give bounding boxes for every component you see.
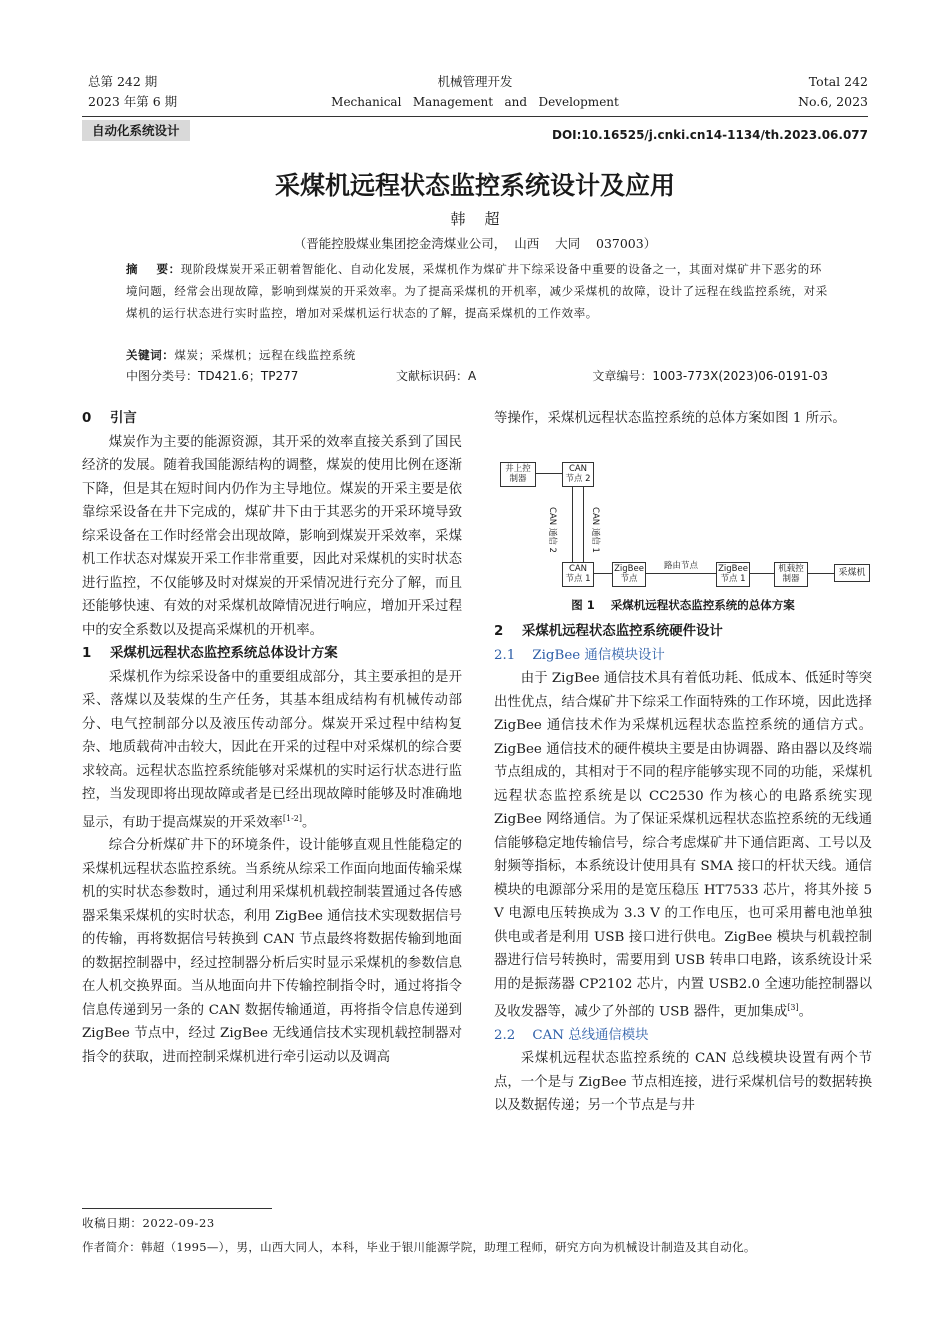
abstract-text: 现阶段煤炭开采正朝着智能化、自动化发展，采煤机作为煤矿井下综采设备中重要的设备之一，其面对煤矿井下恶劣的环境问题，经常会出现故障，影响到煤炭的开采效率。为了提高采煤机的开机率，减少采煤机的故障，设计了远程在线监控系统，对采煤机的运行状态进行实时监控，增加对采煤机运行状态的了解，提高采煤机的工作效率。	[126, 262, 828, 320]
header-rule	[82, 116, 868, 117]
journal-number-en: No.6, 2023	[798, 94, 868, 109]
figure-1-caption: 图 1 采煤机远程状态监控系统的总体方案	[571, 598, 795, 612]
citation-3[interactable]: [3]	[787, 1003, 799, 1012]
can-node-1-box: CAN 节点 1	[562, 562, 594, 587]
right-column-top	[494, 407, 872, 431]
keywords-label: 关键词：	[126, 348, 175, 362]
section-1-p1-text: 采煤机作为综采设备中的重要组成部分，其主要承担的是开采、落煤以及装煤的生产任务，其基本组成结构有机械传动部分、电气控制部分以及液压传动部分。煤炭开采过程中结构复杂、地质载荷冲击较大，因此在开采的过程中对采煤机的综合要求较高。远程状态监控系统能够对采煤机的实时运行状态进行监控，当发现即将出现故障或者是已经出现故障时能够及时准确地显示，有助于提高煤炭的开采效率	[82, 669, 462, 830]
arrow-zigbee1-to-controller	[750, 573, 774, 574]
arrow-can1-to-zigbee	[594, 573, 612, 574]
footnote-rule	[82, 1208, 272, 1209]
journal-issue-total: 总第 242 期	[88, 74, 158, 89]
section-1-paragraph-2-continued: 等操作，采煤机远程状态监控系统的总体方案如图 1 所示。	[494, 411, 846, 426]
section-tag: 自动化系统设计	[82, 120, 190, 141]
arrow-router-link	[646, 573, 716, 574]
section-2-1-paragraph	[494, 667, 872, 1024]
arrow-ground-to-can2	[536, 473, 562, 474]
can-node-2-box: CAN 节点 2	[562, 462, 594, 487]
document-code: 文献标识码：A	[396, 369, 477, 383]
arrow-controller-to-shearer	[808, 573, 834, 574]
section-2-2-heading: 2.2 CAN 总线通信模块	[494, 1027, 649, 1043]
journal-issue-year: 2023 年第 6 期	[88, 94, 178, 109]
zigbee-node-1-box: ZigBee 节点 1	[716, 562, 750, 587]
affiliation: （晋能控股煤业集团挖金湾煤业公司， 山西 大同 037003）	[293, 236, 657, 251]
journal-total-en: Total 242	[808, 74, 868, 89]
onboard-controller-box: 机载控 制器	[774, 562, 808, 587]
section-1-paragraph-1	[82, 666, 462, 835]
keywords	[126, 344, 832, 366]
citation-1-2[interactable]: [1-2]	[282, 813, 302, 823]
section-0-heading: 0 引言	[82, 411, 137, 426]
article-number: 文章编号：1003-773X(2023)06-0191-03	[592, 369, 828, 383]
can-comm1-label: CAN 通信 1	[590, 507, 600, 553]
figure-1	[494, 458, 872, 592]
section-2-2-paragraph: 采煤机远程状态监控系统的 CAN 总线模块设置有两个节点，一个是与 ZigBee 节点相连接，进行采煤机信号的数据转换以及数据传递；另一个节点是与井	[494, 1051, 872, 1114]
section-1-heading: 1 采煤机远程状态监控系统总体设计方案	[82, 646, 338, 661]
router-node-label: 路由节点	[663, 561, 698, 571]
arrow-can-comm2	[572, 486, 573, 562]
section-2-1-text: 由于 ZigBee 通信技术具有着低功耗、低成本、低延时等突出性优点，结合煤矿井下综采工作面特殊的工作环境，因此选择 ZigBee 通信技术作为采煤机远程状态监控系统的通信方式。ZigBee 通信技术的硬件模块主要是由协调器、路由器以及终端节点组成的，其相对于不同的程序能够实现不同的功能，采煤机远程状态监控系统是以 CC2530 作为核心的电路系统实现 ZigBee 网络通信。为了保证采煤机远程状态监控系统的无线通信能够稳定地传输信号，综合考虑煤矿井下通信距离、工号以及射频等指标，本系统设计使用具有 SMA 接口的杆状天线。通信模块的电源部分采用的是宽压稳压 HT7533 芯片，将其外接 5 V 电源电压转换成为 3.3 V 的工作电压，也可采用蓄电池单独供电或者是利用 USB 接口进行供电。ZigBee 模块与机载控制器进行信号转换时，需要用到 USB 转串口电路，该系统设计采用的是振荡器 CP2102 芯片，内置 USB2.0 全速功能控制器以及收发器等，减少了外部的 USB 器件，更加集成	[494, 671, 872, 1020]
can-comm2-label: CAN 通信 2	[547, 507, 557, 553]
section-2-heading: 2 采煤机远程状态监控系统硬件设计	[494, 624, 723, 639]
journal-name-en: Mechanical Management and Development	[331, 95, 619, 109]
journal-name-cn: 机械管理开发	[437, 74, 513, 89]
section-1-paragraph-2: 综合分析煤矿井下的环境条件，设计能够直观且性能稳定的采煤机远程状态监控系统。当系统从综采工作面向地面传输采煤机的实时状态参数时，通过利用采煤机机载控制装置通过各传感器采集采煤机的实时状态，利用 ZigBee 通信技术实现数据信号的传输，再将数据信号转换到 CAN 节点最终将数据传输到地面的数据控制器中，经过控制器分析后实时显示采煤机的参数信息在人机交换界面。当从地面向井下传输控制指令时，通过将指令信息传递到另一条的 CAN 数据传输通道，再将指令信息传递到 ZigBee 节点中，经过 ZigBee 无线通信技术实现机载控制器对指令的获取，进而控制采煤机进行牵引运动以及调高	[82, 838, 462, 1065]
clc-number: 中图分类号：TD421.6；TP277	[126, 369, 299, 383]
author-name: 韩 超	[450, 210, 500, 228]
received-date: 收稿日期：2022-09-23	[82, 1216, 215, 1230]
abstract-label: 摘 要：	[126, 262, 181, 276]
shearer-box: 采煤机	[834, 564, 870, 582]
left-column	[82, 407, 462, 1069]
author-bio: 作者简介：韩超（1995—），男，山西大同人，本科，毕业于银川能源学院，助理工程师，研究方向为机械设计制造及其自动化。	[82, 1240, 756, 1254]
ground-controller-box: 井上控 制器	[500, 462, 536, 487]
section-0-paragraph: 煤炭作为主要的能源资源，其开采的效率直接关系到了国民经济的发展。随着我国能源结构的调整，煤炭的使用比例在逐渐下降，但是其在短时间内仍作为主导地位。煤炭的开采主要是依靠综采设备在井下完成的，煤矿井下由于其恶劣的开采环境导致综采设备在工作时经常会出现故障，影响到煤炭开采效率，采煤机工作状态对煤炭开采工作非常重要，因此对采煤机的实时状态进行监控，不仅能够及时对煤炭的开采情况进行充分了解，而且还能够快速、有效的对采煤机故障情况进行响应，增加开采过程中的安全系数以及提高采煤机的开机率。	[82, 434, 462, 638]
section-2-1-heading: 2.1 ZigBee 通信模块设计	[494, 647, 665, 663]
section-2-1-end: 。	[798, 1004, 812, 1020]
abstract	[126, 258, 832, 324]
right-column	[494, 620, 872, 1118]
zigbee-node-box: ZigBee 节点	[612, 562, 646, 587]
doi[interactable]: DOI:10.16525/j.cnki.cn14-1134/th.2023.06.077	[551, 128, 868, 142]
keywords-text: 煤炭；采煤机；远程在线监控系统	[174, 348, 356, 362]
arrow-can-comm1	[583, 486, 584, 562]
section-1-p1-end: 。	[301, 814, 316, 830]
paper-title: 采煤机远程状态监控系统设计及应用	[274, 171, 675, 200]
